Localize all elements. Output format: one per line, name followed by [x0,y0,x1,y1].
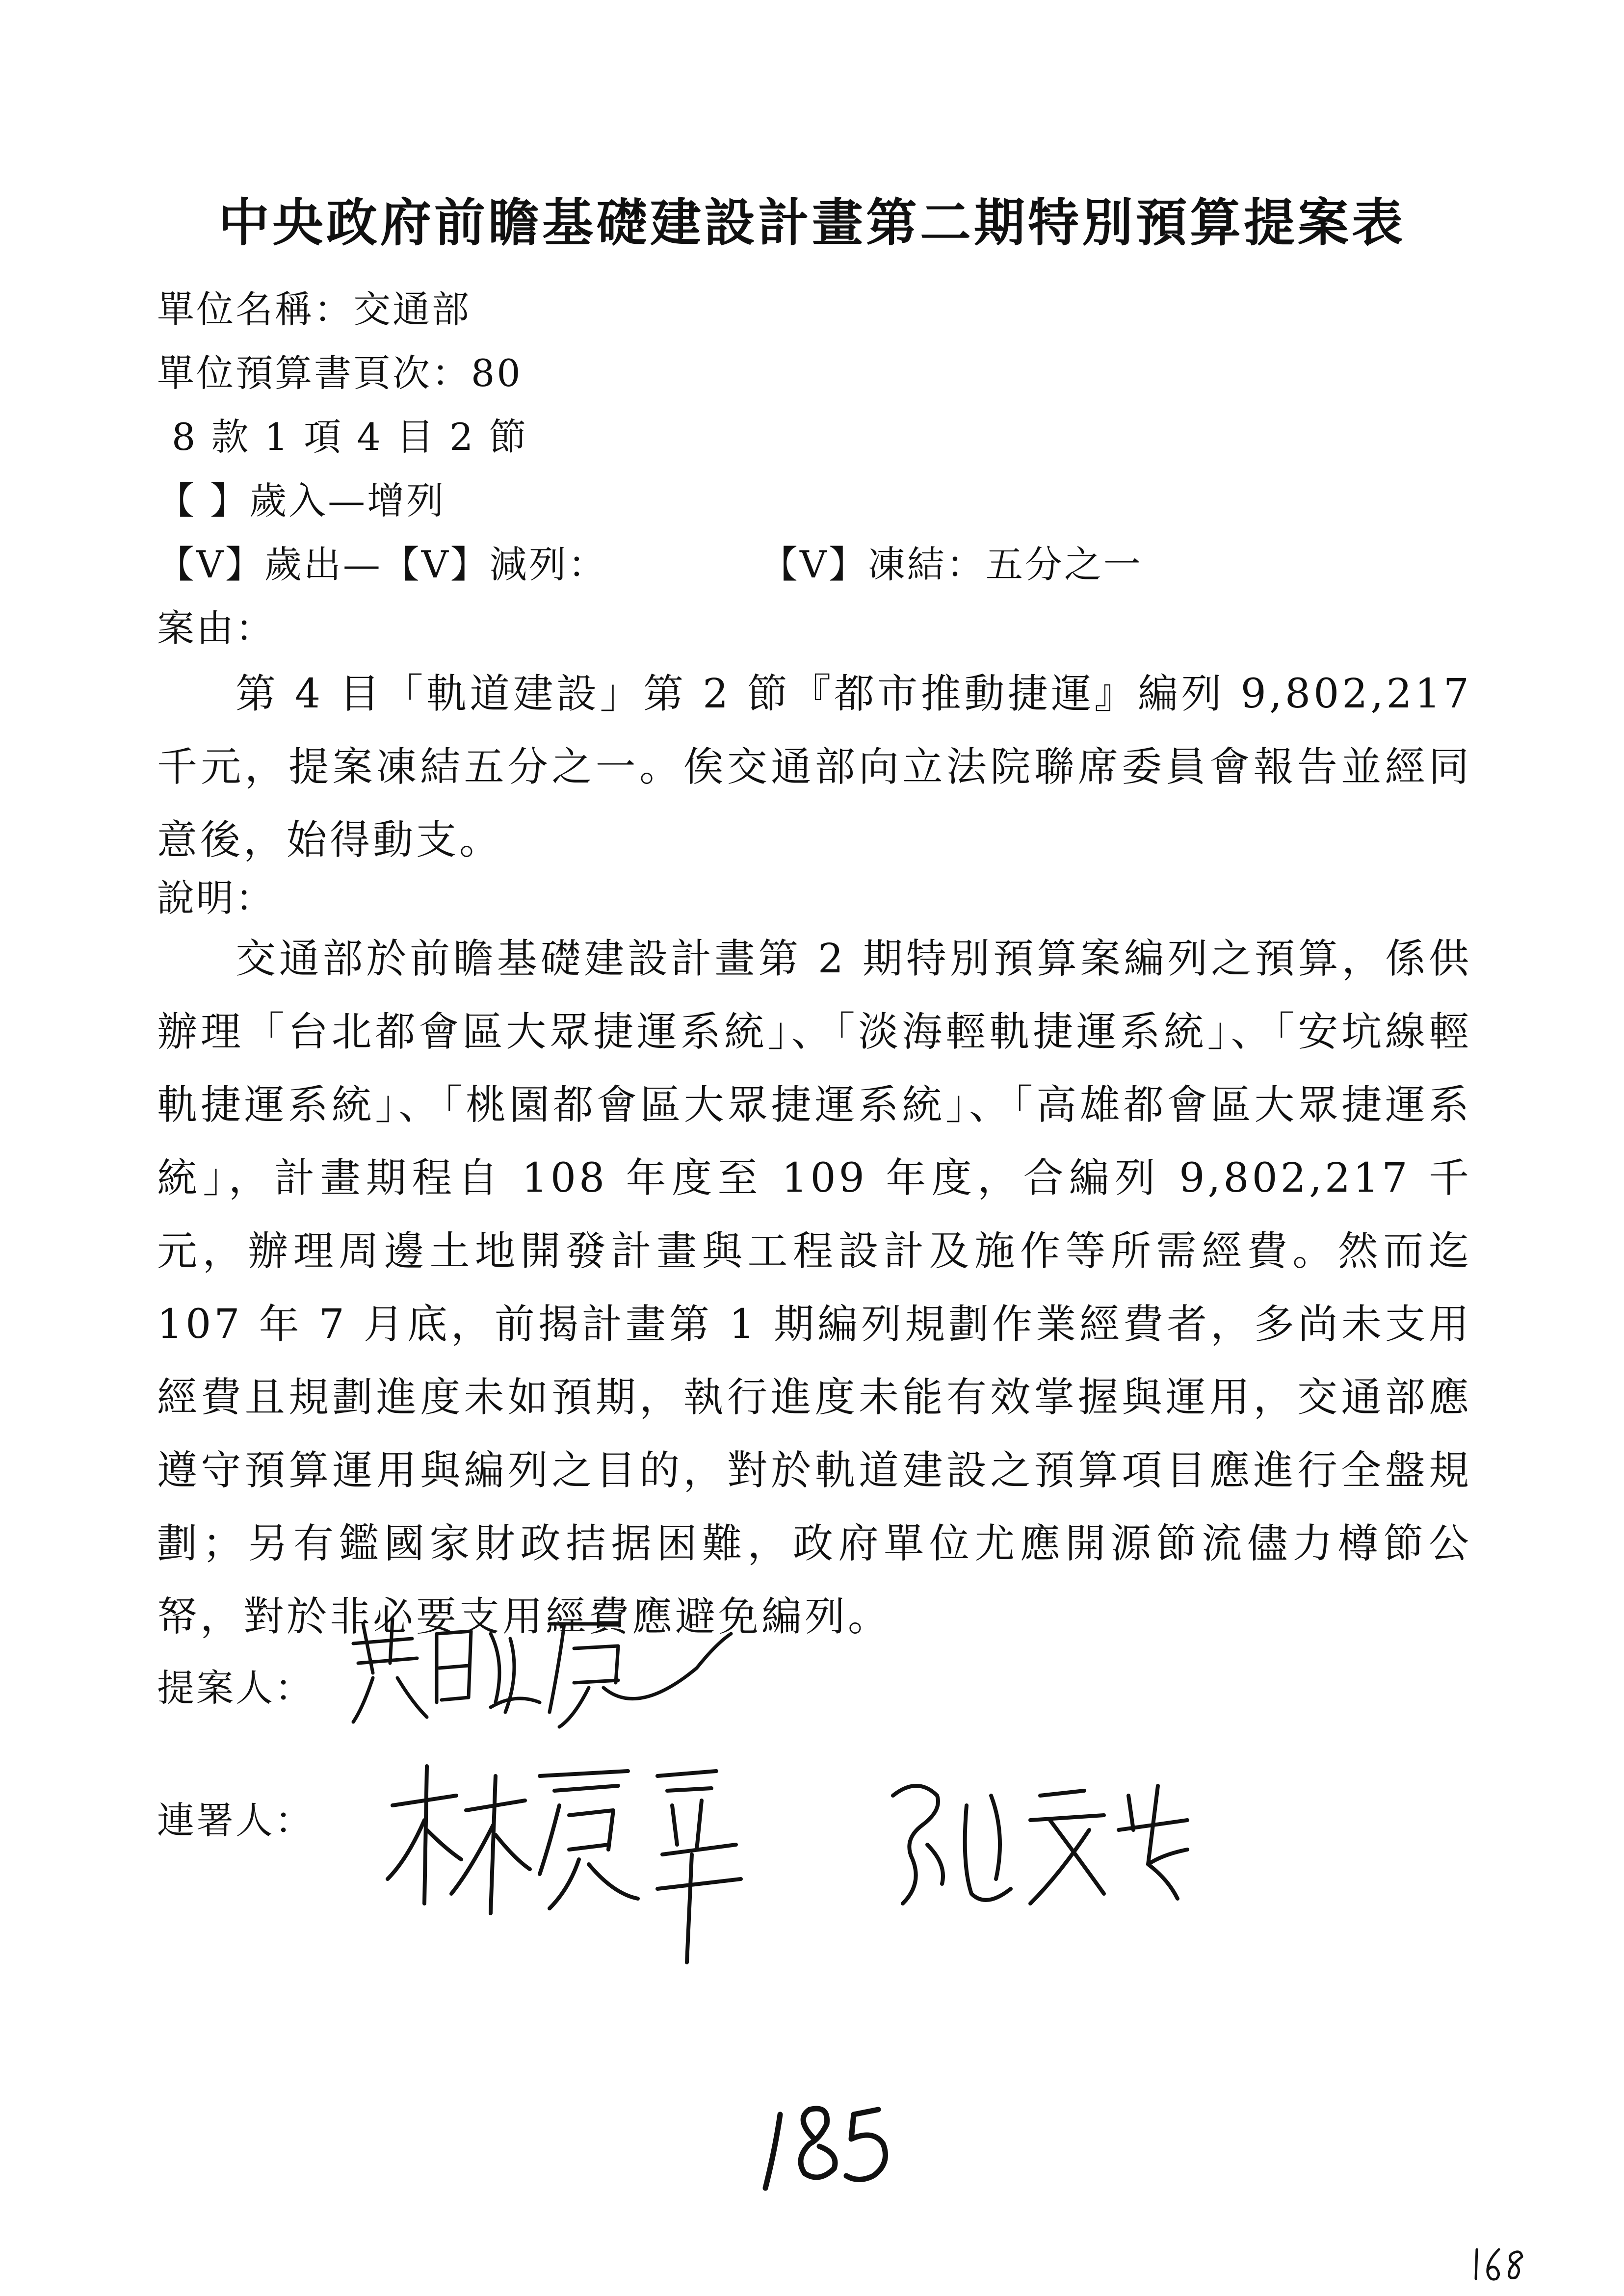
proposer-signature [343,1604,736,1734]
cosigner-signature-1 [383,1747,756,1974]
handwritten-corner-number [1467,2242,1531,2288]
explanation-text: 交通部於前瞻基礎建設計畫第 2 期特別預算案編列之預算，係供辦理「台北都會區大眾捷運系統」、「淡海輕軌捷運系統」、「安坑線輕軌捷運系統」、「桃園都會區大眾捷運系統」、「高雄都會區大眾捷運系統」，計畫期程自 108 年度至 109 年度，合編列 9,802,217 千元，辦理周邊土地開發計畫與工程設計及施作等所需經費。然而迄 107 年 7 月底，前揭計畫第 1 期編列規劃作業經費者，多尚未支用經費且規劃進度未如預期，執行進度未能有效掌握與運用，交通部應遵守預算運用與編列之目的，對於軌道建設之預算項目應進行全盤規劃；另有鑑國家財政拮据困難，政府單位尤應開源節流儘力樽節公帑，對於非必要支用經費應避免編列。 [157,936,1472,1640]
item-line: 8 款 1 項 4 目 2 節 [172,415,528,459]
budget-page: 單位預算書頁次：80 [157,351,523,395]
revenue-line: 【 】歲入—增列 [157,479,446,522]
handwritten-page-number [756,2095,913,2200]
cosigner-label: 連署人： [157,1799,314,1842]
cosigner-signature-2 [873,1766,1227,1930]
page-title: 中央政府前瞻基礎建設計畫第二期特別預算提案表 [218,192,1406,253]
reason-text: 第 4 目「軌道建設」第 2 節『都市推動捷運』編列 9,802,217 千元，提案凍結五分之一。俟交通部向立法院聯席委員會報告並經同意後，始得動支。 [157,671,1472,863]
explanation-label: 說明： [157,876,275,920]
expenditure-freeze: 【V】凍結：五分之一 [760,543,1143,586]
expenditure-reduce: 【V】歲出—【V】減列： [157,543,607,586]
unit-name: 單位名稱：交通部 [157,287,471,331]
reason-label: 案由： [157,606,275,650]
proposer-label: 提案人： [157,1666,314,1710]
